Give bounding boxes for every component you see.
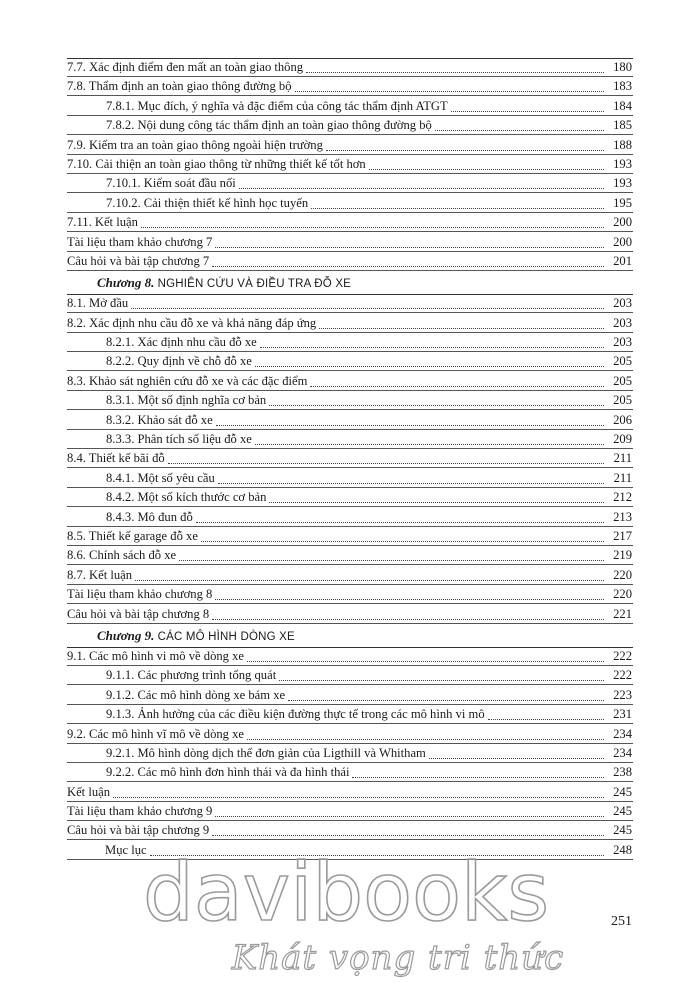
chapter-title — [97, 624, 295, 649]
toc-entry-label: 7.8.1. Mục đích, ý nghĩa và đặc điểm của công tác thẩm định ATGT — [106, 98, 448, 113]
toc-leader-dots — [239, 188, 604, 189]
toc-leader-dots — [212, 266, 604, 267]
toc-page-number: 185 — [613, 118, 632, 133]
toc-entry-label: 7.11. Kết luận — [67, 215, 138, 230]
toc-leader-dots — [319, 328, 604, 329]
toc-page-number: 217 — [613, 528, 632, 543]
toc-leader-dots — [326, 150, 604, 151]
toc-page-number: 195 — [613, 195, 632, 210]
toc-leader-dots — [135, 580, 604, 581]
toc-entry-label: 8.6. Chính sách đỗ xe — [67, 548, 177, 563]
toc-leader-dots — [255, 366, 604, 367]
toc-entry — [0, 566, 700, 585]
toc-entry — [0, 783, 700, 802]
toc-page-number: 188 — [613, 137, 632, 152]
chapter-prefix: Chương 9. — [97, 627, 155, 643]
toc-entry — [0, 527, 700, 546]
toc-leader-dots — [179, 560, 604, 561]
toc-leader-dots — [269, 405, 604, 406]
toc-entry-label: 9.1.3. Ảnh hưởng của các điều kiện đường thực tế trong các mô hình vi mô — [106, 707, 485, 722]
toc-entry-label: Câu hỏi và bài tập chương 8 — [67, 606, 210, 621]
toc-page-number: 222 — [613, 648, 632, 663]
toc-entry-label: 7.8.2. Nội dung công tác thẩm định an toàn giao thông đường bộ — [106, 118, 432, 133]
toc-page-number: 200 — [613, 234, 632, 249]
toc-leader-dots — [131, 308, 604, 309]
toc-entry — [0, 449, 700, 468]
toc-leader-dots — [451, 111, 604, 112]
toc-page-number: 238 — [613, 765, 632, 780]
toc-page-number: 183 — [613, 79, 632, 94]
toc-entry — [0, 233, 700, 252]
toc-entry-label: 8.3.1. Một số định nghĩa cơ bản — [106, 393, 267, 408]
toc-page-number: 245 — [613, 804, 632, 819]
toc-page-number: 219 — [613, 548, 632, 563]
toc-leader-dots — [306, 72, 604, 73]
toc-page-number: 222 — [613, 668, 632, 683]
row-rule — [67, 859, 633, 860]
toc-entry-label: 8.4. Thiết kế bãi đỗ — [67, 451, 165, 466]
toc-page-number: 203 — [613, 296, 632, 311]
toc-page-number: 180 — [613, 60, 632, 74]
toc-entry — [0, 666, 700, 685]
toc-leader-dots — [269, 502, 604, 503]
toc-leader-dots — [216, 425, 604, 426]
toc-leader-dots — [215, 599, 604, 600]
toc-entry — [0, 430, 700, 449]
toc-page-number: 193 — [613, 176, 632, 191]
toc-page-number: 203 — [613, 315, 632, 330]
toc-page-number: 248 — [613, 842, 632, 857]
toc-entry-label: 8.5. Thiết kế garage đỗ xe — [67, 528, 198, 543]
toc-entry — [0, 252, 700, 271]
toc-page-number: 234 — [613, 726, 632, 741]
toc-leader-dots — [141, 227, 604, 228]
toc-entry — [0, 686, 700, 705]
toc-page-number: 213 — [613, 509, 632, 524]
toc-entry-label: Mục lục — [105, 842, 147, 857]
toc-entry-label: 9.2.2. Các mô hình đơn hình thái và đa hình thái — [106, 765, 350, 780]
toc-entry-label: 8.4.1. Một số yêu cầu — [106, 470, 215, 485]
toc-entry-label: 8.2.1. Xác định nhu cầu đỗ xe — [106, 335, 257, 350]
toc-leader-dots — [310, 386, 604, 387]
toc-leader-dots — [212, 619, 604, 620]
toc-leader-dots — [247, 661, 604, 662]
toc-leader-dots — [260, 347, 604, 348]
toc-entry — [0, 725, 700, 744]
toc-entry-label: 9.2. Các mô hình vĩ mô về dòng xe — [67, 726, 244, 741]
toc-entry-label: 8.3.2. Khảo sát đỗ xe — [106, 412, 213, 427]
toc-entry-label: 8.4.2. Một số kích thước cơ bản — [106, 490, 267, 505]
toc-entry — [0, 194, 700, 213]
toc-entry — [0, 213, 700, 232]
toc-entry-label: 9.1.1. Các phương trình tổng quát — [106, 668, 277, 683]
toc-page-number: 201 — [613, 253, 632, 268]
toc-page-number: 203 — [613, 335, 632, 350]
chapter-title — [97, 271, 351, 296]
toc-entry-label: 9.2.1. Mô hình dòng dịch thể đơn giản của Ligthill và Whitham — [106, 745, 426, 760]
toc-entry-label: 9.1.2. Các mô hình dòng xe bám xe — [106, 687, 286, 702]
toc-leader-dots — [212, 835, 604, 836]
toc-page-number: 206 — [613, 412, 632, 427]
toc-entry-label: 7.8. Thẩm định an toàn giao thông đường bộ — [67, 79, 292, 94]
toc-entry-label: 9.1. Các mô hình vi mô về dòng xe — [67, 648, 244, 663]
table-of-contents — [0, 58, 700, 860]
toc-entry-label: 7.9. Kiểm tra an toàn giao thông ngoài hiện trường — [67, 137, 323, 152]
watermark-brand: davibooks — [142, 846, 550, 939]
toc-leader-dots — [295, 91, 604, 92]
toc-leader-dots — [113, 797, 604, 798]
toc-entry — [0, 77, 700, 96]
toc-page-number: 245 — [613, 823, 632, 838]
toc-entry — [0, 802, 700, 821]
toc-entry — [0, 58, 700, 77]
toc-leader-dots — [201, 541, 604, 542]
toc-entry — [0, 744, 700, 763]
toc-leader-dots — [435, 130, 604, 131]
watermark-slogan: Khát vọng tri thức — [231, 938, 565, 978]
toc-page-number: 221 — [613, 606, 632, 621]
toc-entry — [0, 546, 700, 565]
toc-entry-label: Tài liệu tham khảo chương 9 — [67, 804, 213, 819]
toc-entry — [0, 411, 700, 430]
toc-page-number: 211 — [613, 470, 632, 485]
toc-entry-label: Câu hỏi và bài tập chương 9 — [67, 823, 210, 838]
toc-entry — [0, 314, 700, 333]
toc-entry — [0, 647, 700, 666]
toc-entry — [0, 391, 700, 410]
toc-leader-dots — [311, 208, 604, 209]
toc-entry-label: 8.2.2. Quy định về chỗ đỗ xe — [106, 354, 252, 369]
toc-page-number: 193 — [613, 156, 632, 171]
toc-entry — [0, 821, 700, 840]
toc-page-number: 200 — [613, 215, 632, 230]
toc-page-number: 209 — [613, 432, 632, 447]
toc-page-number: 184 — [613, 98, 632, 113]
toc-page-number: 205 — [613, 393, 632, 408]
toc-entry — [0, 469, 700, 488]
chapter-name: CÁC MÔ HÌNH DÒNG XE — [157, 630, 295, 643]
toc-leader-dots — [196, 522, 604, 523]
toc-page-number: 231 — [613, 707, 632, 722]
chapter-heading — [0, 271, 700, 294]
toc-page-number: 220 — [613, 587, 632, 602]
toc-leader-dots — [279, 680, 604, 681]
toc-leader-dots — [168, 463, 604, 464]
toc-entry-label: Tài liệu tham khảo chương 7 — [67, 234, 213, 249]
toc-entry-label: Câu hỏi và bài tập chương 7 — [67, 253, 210, 268]
toc-entry-label: 8.3. Khảo sát nghiên cứu đỗ xe và các đặc điểm — [67, 373, 308, 388]
toc-entry — [0, 763, 700, 782]
toc-entry — [0, 508, 700, 527]
toc-page-number: 220 — [613, 567, 632, 582]
chapter-prefix: Chương 8. — [97, 275, 155, 291]
toc-leader-dots — [488, 719, 604, 720]
toc-leader-dots — [247, 739, 604, 740]
toc-leader-dots — [255, 444, 604, 445]
toc-entry-label: 8.7. Kết luận — [67, 567, 133, 582]
toc-leader-dots — [150, 855, 604, 856]
toc-entry — [0, 372, 700, 391]
toc-entry — [0, 585, 700, 604]
toc-entry — [0, 705, 700, 724]
toc-page-number: 205 — [613, 373, 632, 388]
chapter-name: NGHIÊN CỨU VÀ ĐIỀU TRA ĐỖ XE — [157, 278, 352, 291]
toc-entry — [0, 841, 700, 860]
toc-entry — [0, 155, 700, 174]
toc-entry — [0, 174, 700, 193]
toc-entry-label: 8.4.3. Mô đun đỗ — [106, 509, 193, 524]
toc-entry — [0, 294, 700, 313]
toc-entry — [0, 333, 700, 352]
toc-leader-dots — [369, 169, 604, 170]
toc-page-number: 205 — [613, 354, 632, 369]
toc-leader-dots — [215, 247, 604, 248]
toc-entry-label: Tài liệu tham khảo chương 8 — [67, 587, 213, 602]
toc-entry — [0, 352, 700, 371]
toc-page-number: 234 — [613, 745, 632, 760]
toc-entry-label: Kết luận — [67, 784, 111, 799]
toc-entry — [0, 116, 700, 135]
toc-entry-label: 7.10.2. Cải thiện thiết kế hình học tuyến — [106, 195, 309, 210]
toc-page-number: 223 — [613, 687, 632, 702]
toc-entry — [0, 488, 700, 507]
toc-page-number: 245 — [613, 784, 632, 799]
toc-entry-label: 8.3.3. Phân tích số liệu đỗ xe — [106, 432, 252, 447]
chapter-heading — [0, 624, 700, 647]
toc-entry-label: 7.10.1. Kiểm soát đầu nối — [106, 176, 236, 191]
toc-leader-dots — [288, 700, 604, 701]
toc-entry-label: 7.7. Xác định điểm đen mất an toàn giao thông — [67, 60, 304, 74]
toc-entry-label: 8.2. Xác định nhu cầu đỗ xe và khả năng đáp ứng — [67, 315, 317, 330]
toc-leader-dots — [218, 483, 604, 484]
toc-leader-dots — [429, 758, 604, 759]
toc-page-number: 212 — [613, 490, 632, 505]
toc-entry-label: 8.1. Mở đầu — [67, 296, 129, 311]
toc-leader-dots — [352, 777, 604, 778]
toc-entry — [0, 136, 700, 155]
toc-entry — [0, 97, 700, 116]
toc-entry-label: 7.10. Cải thiện an toàn giao thông từ những thiết kế tốt hơn — [67, 156, 366, 171]
toc-page-number: 211 — [613, 451, 632, 466]
page-number: 251 — [611, 914, 632, 929]
toc-leader-dots — [215, 816, 604, 817]
toc-entry — [0, 605, 700, 624]
